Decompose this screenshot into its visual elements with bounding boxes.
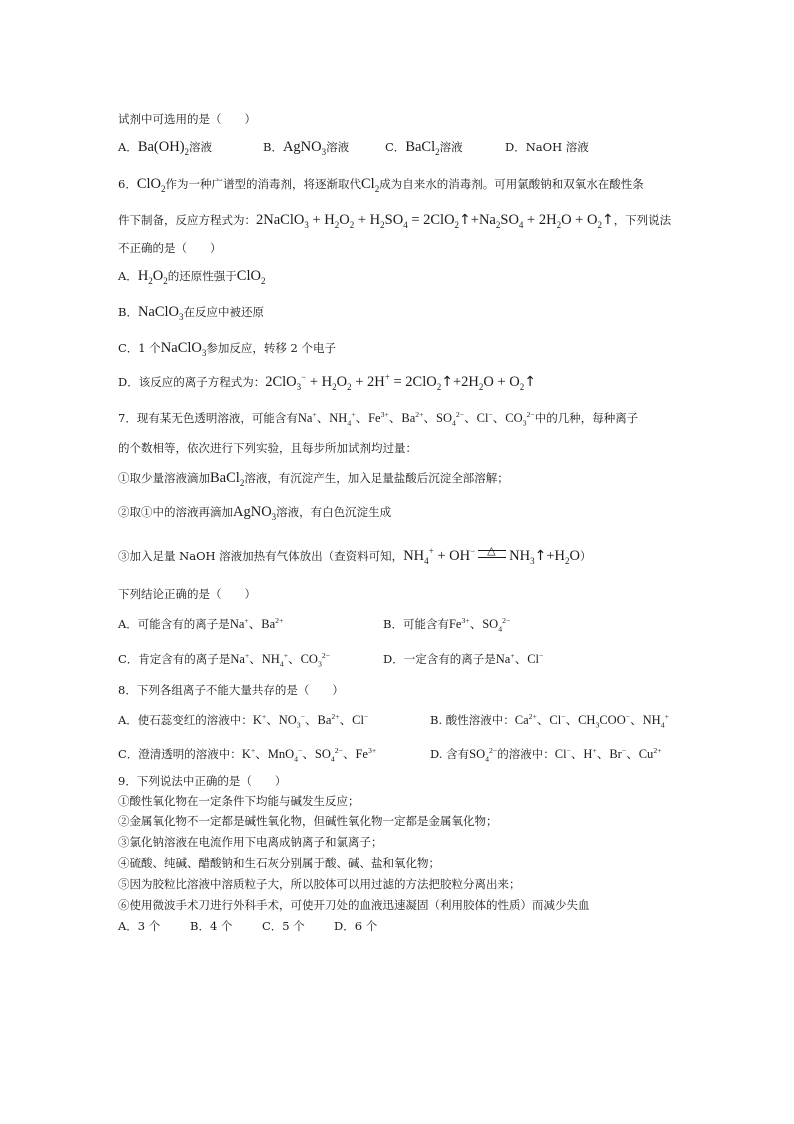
heat-condition-icon: △ (477, 549, 507, 565)
q5-option-c[interactable]: C．BaCl$_2$溶液 (385, 139, 463, 157)
q9-statement-2: ②金属氧化物不一定都是碱性氧化物，但碱性氧化物一定都是金属氧化物； (118, 814, 498, 828)
q7-step-2: ②取①中的溶液再滴加AgNO$_3$溶液，有白色沉淀生成 (118, 504, 392, 522)
q6-option-a[interactable]: A．$H_2O_2$的还原性强于ClO$_2$ (118, 268, 266, 286)
q5-option-b[interactable]: B．AgNO$_3$溶液 (263, 139, 350, 157)
q7-line-2: 的个数相等，依次进行下列实验，且每步所加试剂均过量： (118, 441, 417, 455)
q9-statement-1: ①酸性氧化物在一定条件下均能与碱发生反应； (118, 794, 360, 808)
formula: $Ba(OH)_2$ (137, 139, 190, 157)
q9-statement-4: ④硫酸、纯碱、醋酸钠和生石灰分别属于酸、碱、盐和氧化物； (118, 856, 440, 870)
q6-line-2: 件下制备，反应方程式为：2NaClO$_3$ + $H_2O_2 + H_2SO_4$ = $2ClO_2↑+Na_2SO_4 + 2H_2O$ + $O_2↑$，下列说法 (118, 212, 672, 230)
q9-statement-3: ③氯化钠溶液在电流作用下电离成钠离子和氯离子； (118, 835, 383, 849)
option-letter: A． (118, 140, 138, 154)
q7-question: 下列结论正确的是（ ） (118, 587, 256, 601)
q7-step-1: ①取少量溶液滴加BaCl$_2$溶液，有沉淀产生，加入足量盐酸后沉淀全部溶解； (118, 470, 509, 488)
q6-option-d[interactable]: D．该反应的离子方程式为：$2ClO_3^- + H_2O_2 + 2H^+$ = $2ClO_2↑+2H_2O$ + $O_2↑$ (118, 372, 536, 392)
q5-option-a[interactable]: A．$Ba(OH)_2$溶液 (118, 139, 213, 157)
q7-option-a[interactable]: A．可能含有的离子是Na+、$Ba^{2+}$ (118, 615, 284, 631)
q9-option-b[interactable]: B．4 个 (190, 919, 233, 933)
question-5-stem-tail: 试剂中可选用的是（ ） (118, 112, 256, 126)
q6-option-c[interactable]: C．1 个NaClO$_3$参加反应，转移 2 个电子 (118, 340, 337, 358)
ionic-equation: $2ClO_3^- + H_2O_2 + 2H^+$ = $2ClO_2↑+2H_2O$ + $O_2↑$ (265, 372, 536, 392)
q9-stem: 9．下列说法中正确的是（ ） (118, 774, 287, 788)
q9-statement-6: ⑥使用微波手术刀进行外科手术，可使开刀处的血液迅速凝固（利用胶体的性质）而减少失血 (118, 898, 590, 912)
q9-statement-5: ⑤因为胶粒比溶液中溶质粒子大，所以胶体可以用过滤的方法把胶粒分离出来； (118, 877, 521, 891)
q8-stem: 8．下列各组离子不能大量共存的是（ ） (118, 683, 344, 697)
q5-option-d[interactable]: D．NaOH 溶液 (505, 140, 589, 154)
q9-option-d[interactable]: D．6 个 (334, 919, 378, 933)
q9-option-a[interactable]: A．3 个 (118, 919, 161, 933)
formula: AgNO$_3$ (282, 139, 327, 157)
formula: BaCl$_2$ (405, 139, 440, 157)
q7-option-b[interactable]: B．可能含有$Fe^{3+}$、$SO_4^{2-}$ (383, 615, 511, 634)
q6-line-3: 不正确的是（ ） (118, 241, 222, 255)
q8-option-b[interactable]: B. 酸性溶液中：$Ca^{2+}$、Cl−、$CH_3COO^-$、$NH_4^+$ (430, 711, 669, 730)
q7-step-3: ③加入足量 NaOH 溶液加热有气体放出（查资料可知，$NH_4^+ + OH^-$ △ $NH_3↑+H_2O$） (118, 544, 592, 566)
q8-option-c[interactable]: C．澄清透明的溶液中：K+、MnO$_4$−、$SO_4^{2-}$、$Fe^{3+}$ (118, 745, 377, 764)
reaction-equation: 2NaClO$_3$ + $H_2O_2 + H_2SO_4$ = $2ClO_2↑+Na_2SO_4 + 2H_2O$ + $O_2↑$ (256, 212, 614, 230)
q8-option-d[interactable]: D. 含有$SO_4^{2-}$的溶液中：Cl−、H+、Br−、$Cu^{2+}$ (430, 745, 662, 764)
q7-option-c[interactable]: C．肯定含有的离子是Na+、$NH_4^+$、$CO_3^{2-}$ (118, 650, 331, 669)
q8-option-a[interactable]: A．使石蕊变红的溶液中：K+、$NO_3^-$、$Ba^{2+}$、Cl− (118, 711, 369, 730)
q6-option-b[interactable]: B．NaClO$_3$在反应中被还原 (118, 304, 265, 322)
q7-line-1: 7．现有某无色透明溶液，可能含有Na+、$NH_4^+$、$Fe^{3+}$、$Ba^{2+}$、$SO_4^{2-}$、Cl−、$CO_3^{2-}$中的几种，每种离子 (118, 409, 639, 428)
q7-option-d[interactable]: D．一定含有的离子是Na+、Cl− (383, 650, 544, 666)
q9-option-c[interactable]: C．5 个 (262, 919, 305, 933)
q6-line-1: 6．ClO$_2$作为一种广谱型的消毒剂，将逐渐取代$Cl_2$成为自来水的消毒剂。可用氯酸钠和双氧水在酸性条 (118, 176, 644, 194)
